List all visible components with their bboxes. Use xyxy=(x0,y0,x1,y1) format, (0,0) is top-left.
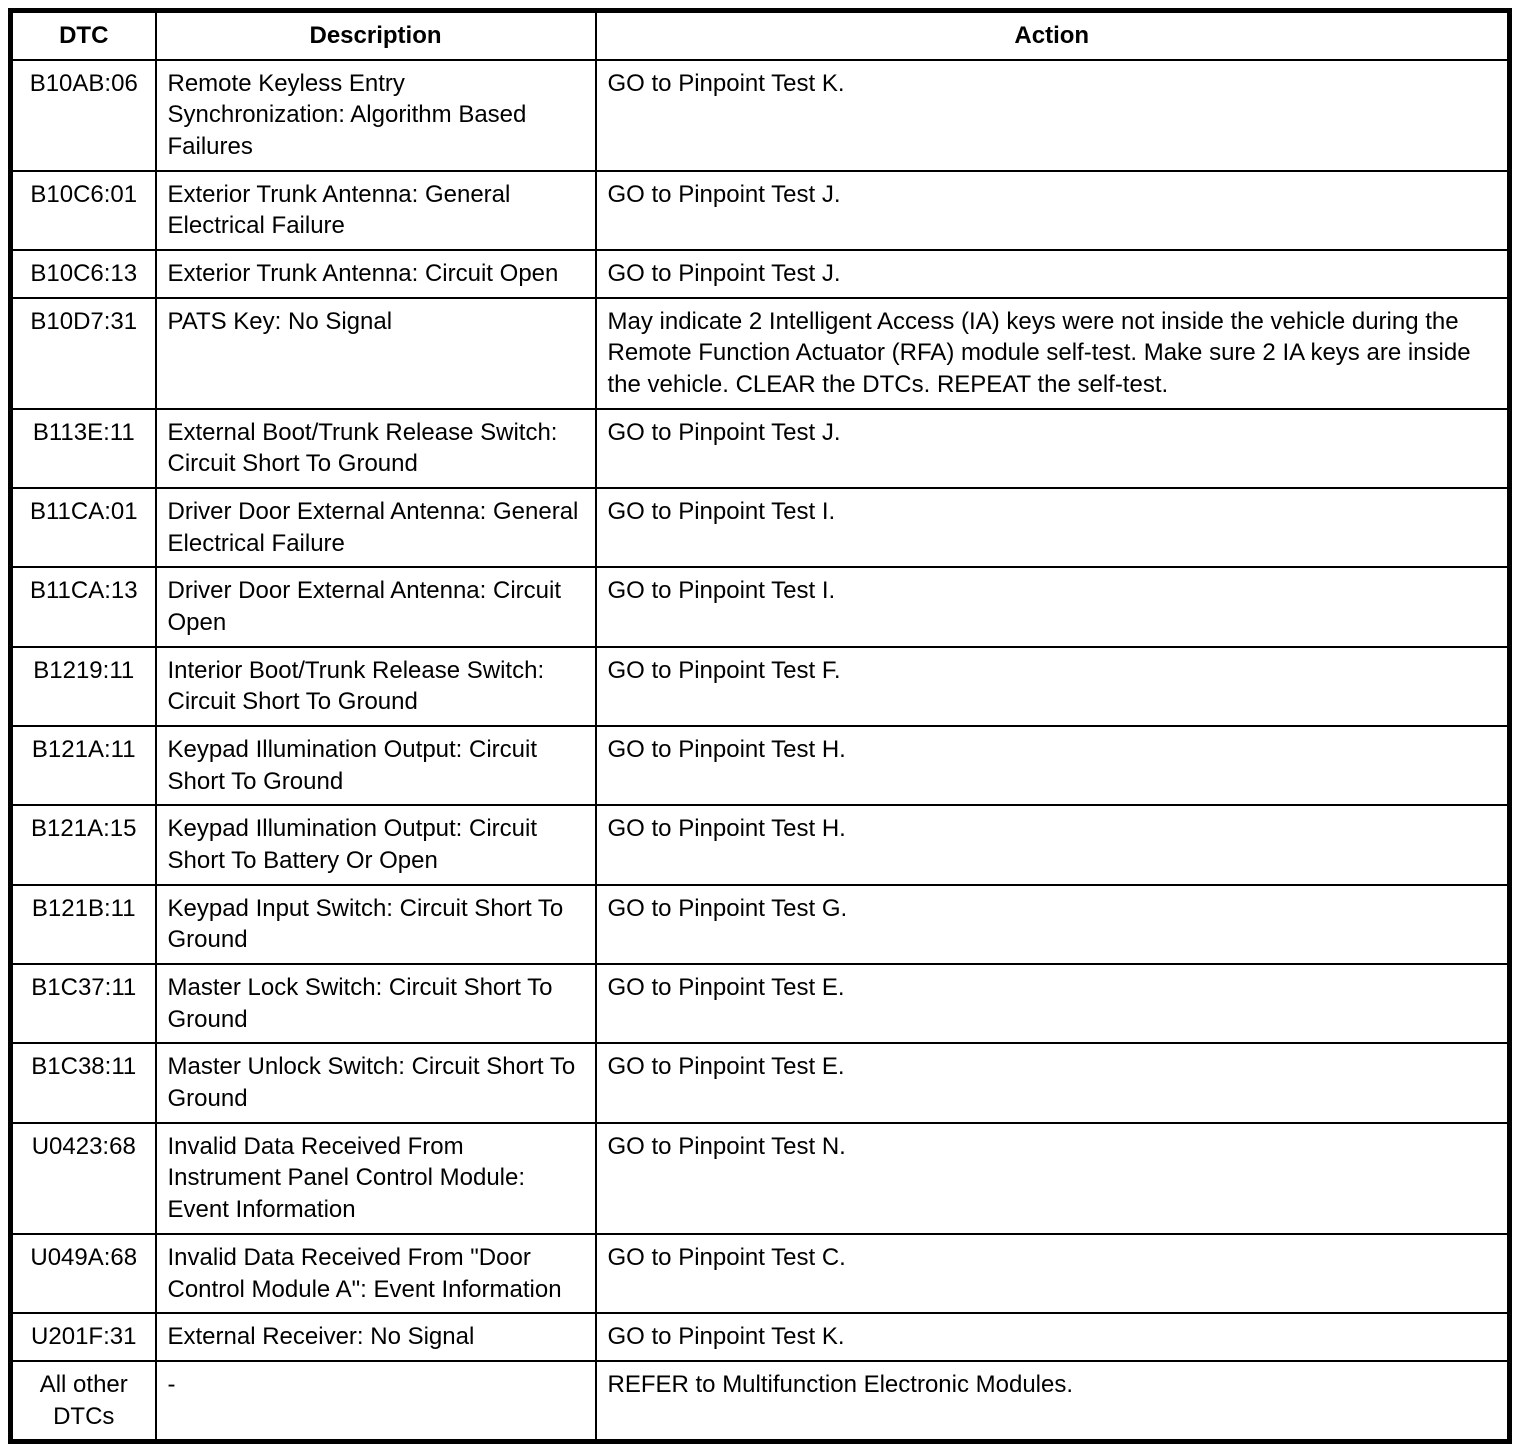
table-row xyxy=(11,567,1510,646)
description-cell: Exterior Trunk Antenna: General Electrical Failure xyxy=(156,171,596,250)
action-cell: GO to Pinpoint Test J. xyxy=(596,409,1510,488)
dtc-code-cell: B1C37:11 xyxy=(11,964,156,1043)
table-row xyxy=(11,171,1510,250)
description-cell: Keypad Input Switch: Circuit Short To Ground xyxy=(156,885,596,964)
action-cell: GO to Pinpoint Test H. xyxy=(596,726,1510,805)
dtc-table xyxy=(8,8,1512,1444)
dtc-code-cell: B11CA:01 xyxy=(11,488,156,567)
table-row xyxy=(11,885,1510,964)
description-cell: PATS Key: No Signal xyxy=(156,298,596,409)
dtc-code-cell: U201F:31 xyxy=(11,1313,156,1361)
description-cell: Master Unlock Switch: Circuit Short To Ground xyxy=(156,1043,596,1122)
table-header-row xyxy=(11,11,1510,60)
table-row xyxy=(11,964,1510,1043)
description-cell: Invalid Data Received From Instrument Panel Control Module: Event Information xyxy=(156,1123,596,1234)
table-row xyxy=(11,1043,1510,1122)
table-row xyxy=(11,250,1510,298)
table-body xyxy=(11,60,1510,1442)
action-cell: GO to Pinpoint Test G. xyxy=(596,885,1510,964)
description-cell: - xyxy=(156,1361,596,1442)
description-cell: External Boot/Trunk Release Switch: Circuit Short To Ground xyxy=(156,409,596,488)
table-row xyxy=(11,60,1510,171)
table-row xyxy=(11,298,1510,409)
description-cell: Driver Door External Antenna: Circuit Open xyxy=(156,567,596,646)
table-row xyxy=(11,409,1510,488)
table-row xyxy=(11,488,1510,567)
action-cell: GO to Pinpoint Test E. xyxy=(596,964,1510,1043)
description-cell: Driver Door External Antenna: General Electrical Failure xyxy=(156,488,596,567)
table-row xyxy=(11,647,1510,726)
action-cell: GO to Pinpoint Test I. xyxy=(596,567,1510,646)
description-cell: Keypad Illumination Output: Circuit Short To Ground xyxy=(156,726,596,805)
description-cell: Keypad Illumination Output: Circuit Short To Battery Or Open xyxy=(156,805,596,884)
action-cell: REFER to Multifunction Electronic Modules. xyxy=(596,1361,1510,1442)
dtc-code-cell: U0423:68 xyxy=(11,1123,156,1234)
dtc-code-cell: B11CA:13 xyxy=(11,567,156,646)
dtc-code-cell: B121A:15 xyxy=(11,805,156,884)
dtc-code-cell: B10C6:01 xyxy=(11,171,156,250)
description-cell: Master Lock Switch: Circuit Short To Ground xyxy=(156,964,596,1043)
dtc-code-cell: B113E:11 xyxy=(11,409,156,488)
action-cell: GO to Pinpoint Test C. xyxy=(596,1234,1510,1313)
action-cell: GO to Pinpoint Test E. xyxy=(596,1043,1510,1122)
table-row xyxy=(11,1361,1510,1442)
dtc-code-cell: B121B:11 xyxy=(11,885,156,964)
action-cell: GO to Pinpoint Test H. xyxy=(596,805,1510,884)
action-cell: GO to Pinpoint Test J. xyxy=(596,250,1510,298)
dtc-code-cell: All other DTCs xyxy=(11,1361,156,1442)
table-row xyxy=(11,1313,1510,1361)
action-cell: May indicate 2 Intelligent Access (IA) keys were not inside the vehicle during the Remote Function Actuator (RFA) module self-test. Make sure 2 IA keys are inside the vehicle. CLEAR the DTCs. REPEAT the self-test. xyxy=(596,298,1510,409)
action-cell: GO to Pinpoint Test K. xyxy=(596,1313,1510,1361)
action-cell: GO to Pinpoint Test K. xyxy=(596,60,1510,171)
table-row xyxy=(11,805,1510,884)
table-row xyxy=(11,1234,1510,1313)
dtc-code-cell: B1219:11 xyxy=(11,647,156,726)
action-cell: GO to Pinpoint Test N. xyxy=(596,1123,1510,1234)
dtc-code-cell: B1C38:11 xyxy=(11,1043,156,1122)
action-cell: GO to Pinpoint Test J. xyxy=(596,171,1510,250)
dtc-code-cell: B121A:11 xyxy=(11,726,156,805)
header-action: Action xyxy=(596,11,1510,60)
header-dtc: DTC xyxy=(11,11,156,60)
table-row xyxy=(11,726,1510,805)
dtc-code-cell: B10D7:31 xyxy=(11,298,156,409)
dtc-code-cell: B10AB:06 xyxy=(11,60,156,171)
header-description: Description xyxy=(156,11,596,60)
action-cell: GO to Pinpoint Test F. xyxy=(596,647,1510,726)
description-cell: Remote Keyless Entry Synchronization: Algorithm Based Failures xyxy=(156,60,596,171)
dtc-code-cell: U049A:68 xyxy=(11,1234,156,1313)
description-cell: External Receiver: No Signal xyxy=(156,1313,596,1361)
action-cell: GO to Pinpoint Test I. xyxy=(596,488,1510,567)
description-cell: Invalid Data Received From "Door Control Module A": Event Information xyxy=(156,1234,596,1313)
dtc-code-cell: B10C6:13 xyxy=(11,250,156,298)
table-row xyxy=(11,1123,1510,1234)
description-cell: Exterior Trunk Antenna: Circuit Open xyxy=(156,250,596,298)
description-cell: Interior Boot/Trunk Release Switch: Circuit Short To Ground xyxy=(156,647,596,726)
